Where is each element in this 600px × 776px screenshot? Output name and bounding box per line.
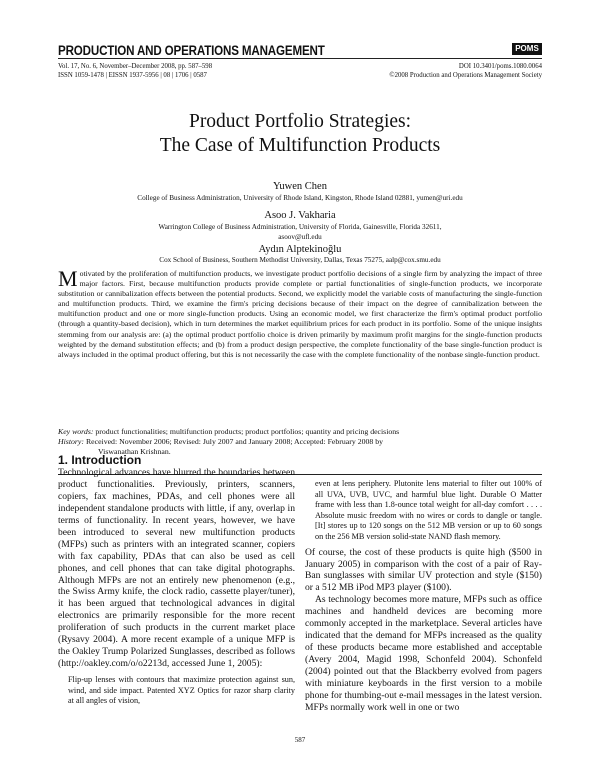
history-editor: Viswanathan Krishnan. bbox=[98, 447, 171, 456]
right-column bbox=[305, 479, 542, 714]
left-column bbox=[58, 453, 295, 707]
abstract bbox=[58, 266, 542, 360]
body-paragraph: Of course, the cost of these products is quite high ($500 in January 2005) in comparison with the cost of a pair of Ray-Ban sunglasses with similar UV protection and style ($150) or a 512 MB iPod MP3 player ($100). bbox=[305, 546, 542, 594]
journal-name: PRODUCTION AND OPERATIONS MANAGEMENT bbox=[58, 43, 325, 58]
journal-meta-left bbox=[58, 62, 212, 80]
page-number: 587 bbox=[294, 736, 306, 744]
keywords-label: Key words: bbox=[58, 427, 94, 436]
author-name: Aydın Alptekinoğlu bbox=[258, 244, 342, 255]
volume-line: Vol. 17, No. 6, November–December 2008, pp. 587–598 bbox=[58, 63, 213, 70]
poms-logo: POMS bbox=[512, 43, 542, 55]
author-name: Yuwen Chen bbox=[273, 181, 327, 192]
copyright-line: ©2008 Production and Operations Management Society bbox=[389, 72, 542, 79]
doi-line: DOI 10.3401/poms.1080.0064 bbox=[458, 63, 542, 70]
author-affiliation: Cox School of Business, Southern Methodist University, Dallas, Texas 75275, aalp@cox.smu.edu bbox=[159, 256, 441, 264]
author-affiliation: College of Business Administration, University of Rhode Island, Kingston, Rhode Island 02881, yumen@uri.edu bbox=[137, 194, 463, 202]
journal-meta-right bbox=[389, 62, 542, 80]
history-text: Received: November 2006; Revised: July 2007 and January 2008; Accepted: February 2008 by bbox=[84, 437, 384, 446]
block-quote: even at lens periphery. Plutonite lens material to filter out 100% of all UVA, UVB, UVC, and harmful blue light. Durable O Matter frame with less than 1.8-ounce total weight for all-day comfort . . . . Absolute music freedom with no wires or cords to dangle or tangle. [It] stores up to 120 songs on the 512 MB version or up to 60 songs on the 256 MB version solid-state NAND flash memory. bbox=[315, 479, 542, 541]
abstract-dropcap: M bbox=[58, 266, 78, 291]
keywords-text: product functionalities; multifunction products; product portfolios; quantity and pricing decisions bbox=[93, 427, 400, 436]
block-quote: Flip-up lenses with contours that maximize protection against sun, wind, and side impact. Patented XYZ Optics for razor sharp clarity at all angles of vision, bbox=[68, 675, 295, 706]
issn-line: ISSN 1059-1478 | EISSN 1937-5956 | 08 | 1706 | 0587 bbox=[58, 72, 207, 79]
paper-title: Product Portfolio Strategies: The Case of Multifunction Products bbox=[159, 111, 441, 156]
header-rule bbox=[58, 58, 542, 59]
body-paragraph: As technology becomes more mature, MFPs such as office machines and handheld devices are becoming more commonly accepted in the marketplace. Several articles have indicated that the demand for MFPs increased as the quality of these products became more established and acceptable (Avery 2004, Magid 1998, Schonfeld 2004). Schonfeld (2004) pointed out that the Blackberry evolved from pagers with miniature keyboards in the first version to a mobile phone for thumbing-out e-mail messages in the latest version. MFPs normally work well in one or two bbox=[305, 594, 542, 713]
author-affiliation: Warrington College of Business Administration, University of Florida, Gainesville, Florida 32611, asoov@ufl.edu bbox=[158, 223, 442, 241]
history-label: History: bbox=[58, 437, 84, 446]
abstract-text: otivated by the proliferation of multifunction products, we investigate product portfolio decisions of a single firm by analyzing the impact of three major factors. First, because multifunction products provide complete or partial functionalities of single-function products, we incorporate substitution or cannibalization effects between the potential products. Second, we explicitly model the variable costs of manufacturing the single-function and multifunction products. Third, we examine the firm's pricing decisions because of their impact on the degree of cannibalization between the multifunction product and one or more single-function products. Using an economic model, we first characterize the firm's optimal product portfolio (through a quantity-based decision), which in turn determines the market equilibrium prices for each product in its portfolio. Some of the unique insights stemming from our analysis are: (a) the optimal product portfolio choice is driven primarily by maximum profit margins for the single-function products weighted by the demand substitution effects; and (b) from a product design perspective, the complete functionality of the base single-function product is always included in the optimal product offering, but this is not necessarily the case with the complete functionality of the nonbase single-function product. bbox=[58, 269, 542, 359]
author-name: Asoo J. Vakharia bbox=[264, 210, 336, 221]
section-heading: 1. Introduction bbox=[58, 453, 142, 467]
body-paragraph: Technological advances have blurred the boundaries between product functionalities. Previously, printers, scanners, copiers, fax machines, PDAs, and cell phones were all independent standalone products with little, if any, overlap in terms of functionality. In recent years, however, we have been introduced to several new multifunction products (MFPs) such as printers with an integrated scanner, copiers with fax capability, PDAs that can also be used as cell phones, and cell phones that can take digital photographs. Although MFPs are not an entirely new phenomenon (e.g., the Swiss Army knife, the clock radio, cassette player/tuner), it has been argued that technological advances in digital electronics are primarily responsible for the more recent proliferation of such products in the current market place (Rysavy 2004). A more recent example of a unique MFP is the Oakley Trump Polarized Sunglasses, described as follows (http://oakley.com/o/o2213d, accessed June 1, 2005): bbox=[58, 466, 295, 670]
